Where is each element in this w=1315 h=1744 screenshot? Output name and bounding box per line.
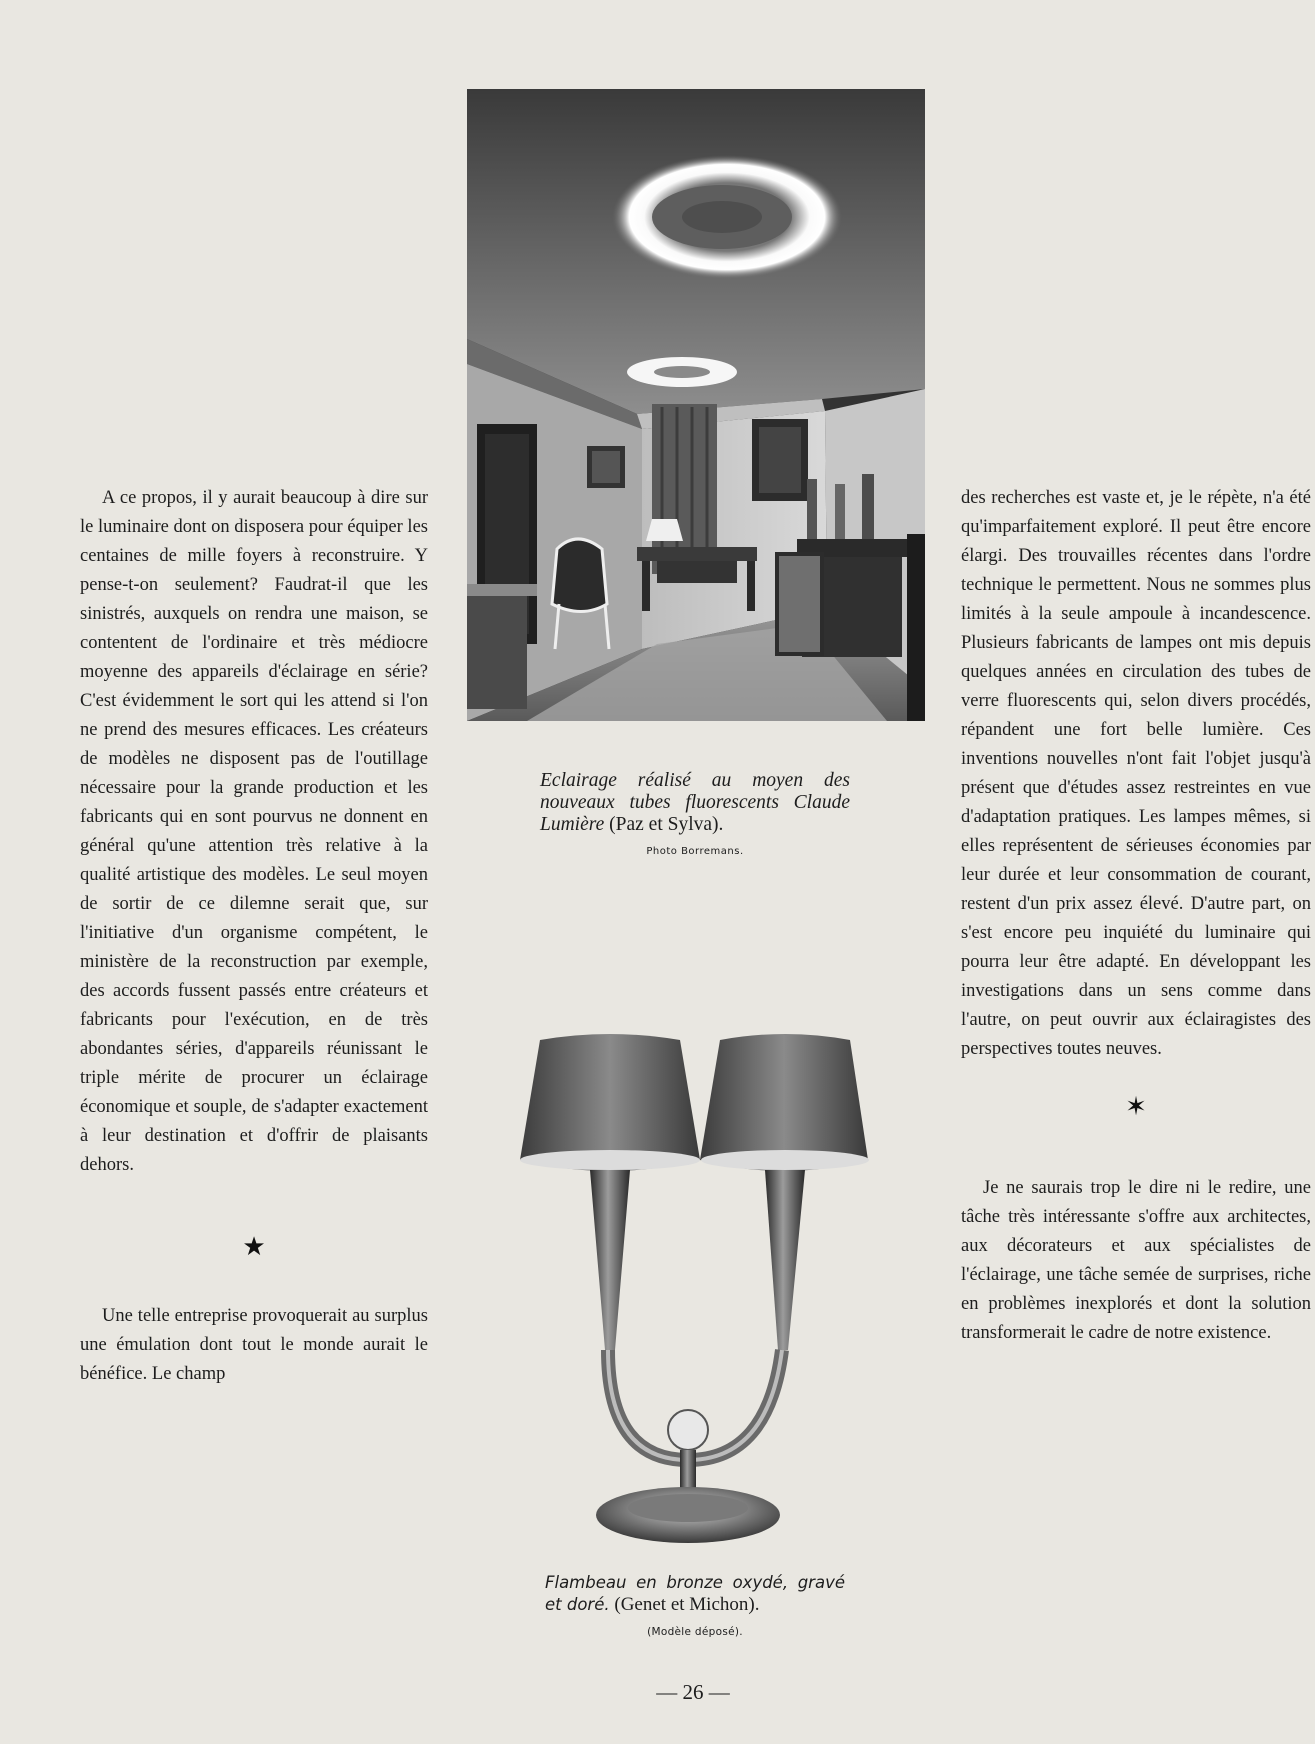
left-paragraph-1: A ce propos, il y aurait beaucoup à dire sur le luminaire dont on disposera pour équiper les centaines de mille foyers à reconstruire. Y pense-t-on seulement? Faudrat-il que les sinistrés, auxquels on rendra une maison, se contentent de l'ordinaire et très médiocre moyenne des appareils d'éclairage en série? C'est évidemment le sort qui les attend si l'on ne prend des mesures efficaces. Les créateurs de modèles ne disposent pas de l'outillage nécessaire pour la grande production et les fabricants qui en sont pourvus ne donnent en général qu'une attention très relative à la qualité artistique des modèles. Le seul moyen de sortir de ce dilemne serait que, sur l'initiative d'un organisme compétent, le ministère de la reconstruction par exemple, des accords fussent passés entre créateurs et fabricants pour l'exécution, en de très abondantes séries, d'appareils réunissant le triple mérite de procurer un éclairage économique et souple, de s'adapter exactement à leur destination et d'offrir de plaisants dehors. xyxy=(80,488,428,1175)
flambeau-photo-credit: (Modèle déposé). xyxy=(647,1626,743,1638)
left-text-column xyxy=(80,484,428,1389)
interior-photo-credit: Photo Borremans. xyxy=(646,846,744,857)
right-text-column xyxy=(961,484,1311,1348)
page-number: — 26 — xyxy=(656,1680,730,1704)
flambeau-caption-roman: (Genet et Michon). xyxy=(609,1594,760,1615)
left-paragraph-2: Une telle entreprise provoquerait au surplus une émulation dont tout le monde aurait le bénéfice. Le champ xyxy=(80,1306,428,1384)
flambeau-caption-italic: Flambeau en bronze oxydé, gravé et doré. xyxy=(545,1573,845,1614)
interior-caption-roman: (Paz et Sylva). xyxy=(604,814,724,835)
interior-photo-caption xyxy=(540,770,850,836)
right-paragraph-2: Je ne saurais trop le dire ni le redire, une tâche très intéressante s'offre aux architectes, aux décorateurs et aux spécialistes de l'éclairage, une tâche semée de surprises, riche en problèmes inexplorés et dont la solution transformerait le cadre de notre existence. xyxy=(961,1178,1311,1343)
flambeau-photo xyxy=(520,1030,870,1555)
flambeau-illustration xyxy=(520,1030,870,1555)
right-paragraph-1: des recherches est vaste et, je le répète, n'a été qu'imparfaitement exploré. Il peut être encore élargi. Des trouvailles récentes dans l'ordre technique le permettent. Nous ne sommes plus limités à la seule ampoule à incandescence. Plusieurs fabricants de lampes ont mis depuis quelques années en circulation des tubes de verre fluorescents qui, selon divers procédés, répandent une fort belle lumière. Ces inventions nouvelles n'ont fait l'objet jusqu'à présent que d'études assez restreintes en vue d'adaptation pratiques. Les lampes mêmes, si elles représentent de sérieuses économies par leur durée et leur consommation de courant, restent d'un prix assez élevé. D'autre part, on s'est encore peu inquiété du luminaire qui pourra leur être adapté. En développant les investigations dans un sens comme dans l'autre, on peut ouvrir aux éclairagistes des perspectives toutes neuves. xyxy=(961,488,1311,1059)
star-separator-left: ★ xyxy=(242,1232,266,1262)
interior-photo-illustration xyxy=(467,89,925,721)
interior-caption-italic: Eclairage réalisé au moyen des nouveaux tubes fluorescents Claude Lumière xyxy=(540,770,850,835)
interior-photo xyxy=(467,89,925,721)
flambeau-photo-caption xyxy=(545,1572,845,1616)
star-separator-right: ✶ xyxy=(1125,1092,1147,1122)
